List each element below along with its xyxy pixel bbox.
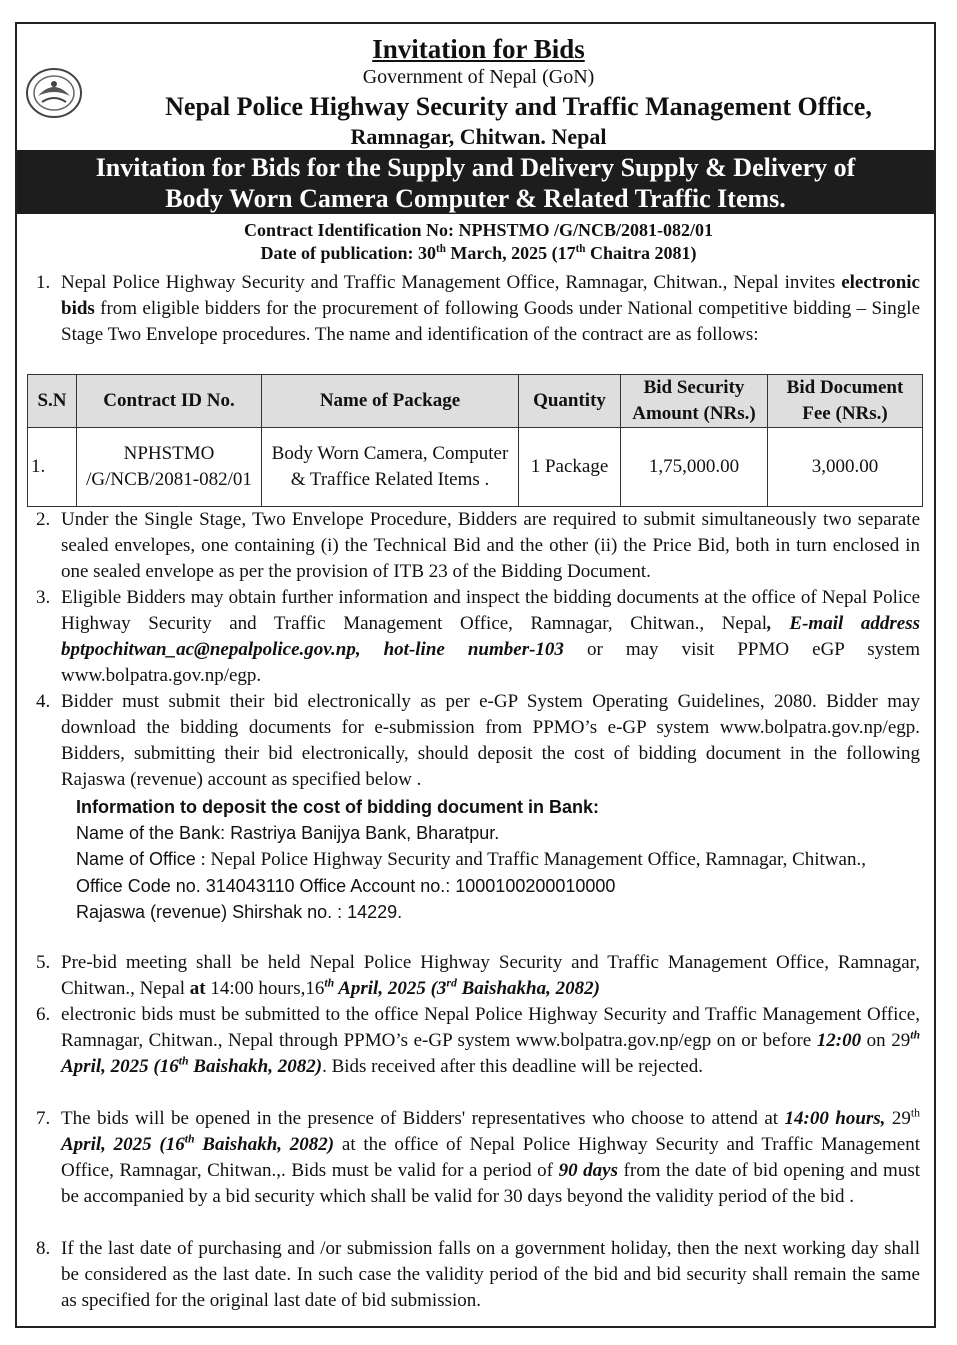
cell-quantity: 1 Package xyxy=(519,428,621,507)
office-location: Ramnagar, Chitwan. Nepal xyxy=(350,124,607,149)
bank-office: Name of Office : Nepal Police Highway Security and Traffic Management Office, Ramnagar, Chitwan., xyxy=(76,849,866,870)
cell-contract-id: NPHSTMO /G/NCB/2081-082/01 xyxy=(77,428,262,507)
cell-package: Body Worn Camera, Computer & Traffice Related Items . xyxy=(262,428,519,507)
document-title: Invitation for Bids xyxy=(372,34,585,64)
contract-identification: Contract Identification No: NPHSTMO /G/NCB/2081-082/01 xyxy=(244,220,713,240)
bank-heading: Information to deposit the cost of bidding document in Bank: xyxy=(76,797,599,817)
paragraph-2: 2. Under the Single Stage, Two Envelope Procedure, Bidders are required to submit simultaneously two separate sealed envelopes, one containing (i) the Technical Bid and the other (ii) the Price Bid, both in turn enclosed in one sealed envelope as per the provision of ITB 23 of the Bidding Document. xyxy=(36,509,920,582)
publication-date: Date of publication: 30th March, 2025 (17th Chaitra 2081) xyxy=(260,243,697,263)
table-header-row xyxy=(28,375,923,428)
paragraph-1: 1. Nepal Police Highway Security and Traffic Management Office, Ramnagar, Chitwan., Nepal invites electronic bids from eligible bidders for the procurement of following Goods under National competitive bidding – Single Stage Two Envelope procedures. The name and identification of the contract are as follows: xyxy=(36,272,920,345)
title-banner xyxy=(17,150,934,214)
th-contract-id: Contract ID No. xyxy=(77,375,262,428)
cell-document-fee: 3,000.00 xyxy=(768,428,923,507)
table-row xyxy=(28,428,923,507)
bank-codes: Office Code no. 314043110 Office Account no.: 1000100200010000 xyxy=(76,876,616,896)
th-document-fee: Bid Document Fee (NRs.) xyxy=(768,375,923,428)
cell-bid-security: 1,75,000.00 xyxy=(621,428,768,507)
paragraph-5: 5. Pre-bid meeting shall be held Nepal Police Highway Security and Traffic Management Office, Ramnagar, Chitwan., Nepal at 14:00 hours,16th April, 2025 (3rd Baishakha, 2082) xyxy=(36,952,920,999)
bid-table xyxy=(27,374,923,507)
th-bid-security: Bid Security Amount (NRs.) xyxy=(621,375,768,428)
cell-sn: 1. xyxy=(28,428,77,507)
banner-line-2: Body Worn Camera Computer & Related Traffic Items. xyxy=(165,184,786,213)
paragraph-8: 8. If the last date of purchasing and /or submission falls on a government holiday, then the next working day shall be considered as the last date. In such case the validity period of the bid and bid security shall remain the same as specified for the original last date of bid submission. xyxy=(36,1238,920,1311)
banner-line-1: Invitation for Bids for the Supply and Delivery Supply & Delivery of xyxy=(95,153,856,182)
bank-rajaswa: Rajaswa (revenue) Shirshak no. : 14229. xyxy=(76,902,403,922)
paragraph-6: 6. electronic bids must be submitted to the office Nepal Police Highway Security and Traffic Management Office, Ramnagar, Chitwan., Nepal through PPMO’s e-GP system www.bolpatra.gov.np/egp on or before 12:00 on 29th April, 2025 (16th Baishakh, 2082). Bids received after this deadline will be rejected. xyxy=(36,1004,921,1077)
government-name: Government of Nepal (GoN) xyxy=(362,66,595,88)
bank-information xyxy=(76,794,922,925)
th-quantity: Quantity xyxy=(519,375,621,428)
office-name: Nepal Police Highway Security and Traffic Management Office, xyxy=(165,92,872,121)
paragraph-3: 3. Eligible Bidders may obtain further information and inspect the bidding documents at the office of Nepal Police Highway Security and Traffic Management Office, Ramnagar, Chitwan., Nepal, E-mail address bptpochitwan_ac@nepalpolice.gov.np, hot-line number-103 or may visit PPMO eGP system www.bolpatra.gov.np/egp. xyxy=(36,587,920,686)
paragraph-4: 4. Bidder must submit their bid electronically as per e-GP System Operating Guidelines, 2080. Bidder may download the bidding documents for e-submission from PPMO’s e-GP system www.bolpatra.gov.np/egp. Bidders, submitting their bid electronically, should deposit the cost of bidding document in the following Rajaswa (revenue) account as specified below . xyxy=(36,691,920,790)
paragraph-7: 7. The bids will be opened in the presence of Bidders' representatives who choose to attend at 14:00 hours, 29th April, 2025 (16th Baishakh, 2082) at the office of Nepal Police Highway Security and Traffic Management Office, Ramnagar, Chitwan.,. Bids must be valid for a period of 90 days from the date of bid opening and must be accompanied by a bid security which shall be valid for 30 days beyond the validity period of the bid . xyxy=(36,1106,921,1207)
th-sn: S.N xyxy=(28,375,77,428)
th-package: Name of Package xyxy=(262,375,519,428)
bank-name: Name of the Bank: Rastriya Banijya Bank, Bharatpur. xyxy=(76,823,500,843)
